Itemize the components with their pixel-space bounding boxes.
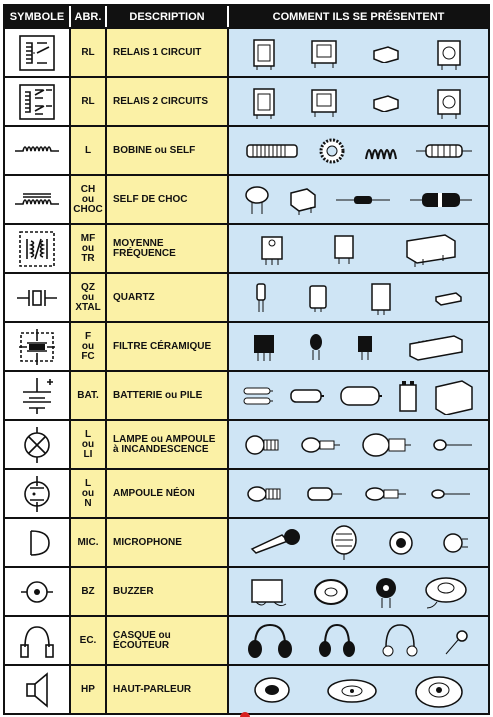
description-cell xyxy=(107,78,229,125)
description-cell xyxy=(107,127,229,174)
header-symbole: SYMBOLE xyxy=(5,6,71,27)
abbreviation-cell xyxy=(71,127,107,174)
abbreviation-cell xyxy=(71,519,107,566)
buzzer-ring-icon xyxy=(311,577,351,607)
description-label: MOYENNE FRÉQUENCE xyxy=(113,237,176,259)
neon-lamp-symbol-icon xyxy=(5,470,71,517)
component-pictures xyxy=(229,274,488,321)
table-header xyxy=(5,6,488,27)
headphones-large-icon xyxy=(245,621,295,661)
description-label: QUARTZ xyxy=(113,291,155,303)
radial-choke-icon xyxy=(243,185,271,215)
description-cell xyxy=(107,372,229,419)
description-cell xyxy=(107,617,229,664)
abbreviation-label: L ou LI xyxy=(81,428,95,460)
description-cell xyxy=(107,274,229,321)
abbreviation-cell xyxy=(71,323,107,370)
description-label: SELF DE CHOC xyxy=(113,193,188,205)
handheld-mic-icon xyxy=(248,527,302,559)
abbreviation-cell xyxy=(71,176,107,223)
bulb-wire-icon xyxy=(430,437,474,453)
abbreviation-label: CH ou CHOC xyxy=(73,183,103,215)
description-label: BOBINE ou SELF xyxy=(113,144,196,156)
d-cell-icon xyxy=(338,384,384,408)
capsule-mic-icon xyxy=(387,527,415,559)
description-label: LAMPE ou AMPOULE à INCANDESCENCE xyxy=(113,433,216,455)
relay-small-icon xyxy=(370,92,400,112)
buzzer-pcb-icon xyxy=(372,574,400,610)
abbreviation-label: L xyxy=(84,144,92,156)
speaker-medium-icon xyxy=(325,675,379,705)
description-cell xyxy=(107,421,229,468)
description-cell xyxy=(107,666,229,713)
table-row xyxy=(5,272,488,321)
aa-cells-icon xyxy=(241,385,275,407)
table-row xyxy=(5,125,488,174)
abbreviation-label: HP xyxy=(81,683,95,695)
relay-small-icon xyxy=(370,43,400,63)
earphone-icon xyxy=(442,626,472,656)
description-cell xyxy=(107,470,229,517)
description-cell xyxy=(107,568,229,615)
abbreviation-label: MIC. xyxy=(77,536,99,548)
header-abr: ABR. xyxy=(71,6,107,27)
component-pictures xyxy=(229,127,488,174)
description-label: RELAIS 1 CIRCUIT xyxy=(113,46,202,58)
relay-open-icon xyxy=(309,86,339,118)
speaker-small-icon xyxy=(252,674,292,706)
axial-choke-large-icon xyxy=(408,191,474,209)
description-cell xyxy=(107,225,229,272)
description-label: FILTRE CÉRAMIQUE xyxy=(113,340,212,352)
description-label: HAUT-PARLEUR xyxy=(113,683,192,695)
description-label: CASQUE ou ÉCOUTEUR xyxy=(113,629,171,651)
crystal-symbol-icon xyxy=(5,274,71,321)
lamp-symbol-icon xyxy=(5,421,71,468)
description-label: MICROPHONE xyxy=(113,536,182,548)
table-row xyxy=(5,223,488,272)
9v-battery-icon xyxy=(397,379,419,413)
neon-bulb-base-icon xyxy=(245,483,285,505)
abbreviation-label: BAT. xyxy=(77,389,99,401)
table-row xyxy=(5,615,488,664)
air-coil-icon xyxy=(362,137,398,165)
table-row xyxy=(5,664,488,713)
abbreviation-cell xyxy=(71,372,107,419)
abbreviation-cell xyxy=(71,421,107,468)
headphones-medium-icon xyxy=(315,621,359,661)
component-pictures xyxy=(229,568,488,615)
crystal-large-icon xyxy=(368,280,394,316)
relay-2-circuits-symbol-icon xyxy=(5,78,71,125)
component-pictures xyxy=(229,421,488,468)
component-pictures xyxy=(229,176,488,223)
table-row xyxy=(5,27,488,76)
if-can-small-icon xyxy=(331,232,357,266)
description-label: RELAIS 2 CIRCUITS xyxy=(113,95,209,107)
coil-symbol-icon xyxy=(5,127,71,174)
description-cell xyxy=(107,519,229,566)
microphone-symbol-icon xyxy=(5,519,71,566)
loudspeaker-symbol-icon xyxy=(5,666,71,713)
relay-box-icon xyxy=(251,85,277,119)
abbreviation-cell xyxy=(71,225,107,272)
description-label: BUZZER xyxy=(113,585,154,597)
block-choke-icon xyxy=(287,185,319,215)
bulb-large-icon xyxy=(360,431,414,459)
component-pictures xyxy=(229,470,488,517)
header-comment: COMMENT ILS SE PRÉSENTENT xyxy=(272,10,445,23)
table-row xyxy=(5,566,488,615)
description-cell xyxy=(107,323,229,370)
table-row xyxy=(5,76,488,125)
description-cell xyxy=(107,29,229,76)
description-cell xyxy=(107,176,229,223)
axial-inductor-icon xyxy=(414,141,474,161)
abbreviation-cell xyxy=(71,568,107,615)
speaker-large-icon xyxy=(413,670,465,710)
table-row xyxy=(5,517,488,566)
ceramic-filter-drop-icon xyxy=(308,332,324,362)
abbreviation-cell xyxy=(71,78,107,125)
flat-battery-icon xyxy=(432,377,476,415)
neon-bulb-small-icon xyxy=(363,485,409,503)
abbreviation-cell xyxy=(71,29,107,76)
abbreviation-label: RL xyxy=(81,46,95,58)
abbreviation-cell xyxy=(71,666,107,713)
ferrite-rod-coil-icon xyxy=(243,139,301,163)
crystal-hc49-icon xyxy=(254,282,268,314)
buzzer-piezo-icon xyxy=(421,574,471,610)
abbreviation-label: F ou FC xyxy=(81,330,95,362)
relay-open-icon xyxy=(309,37,339,69)
abbreviation-label: BZ xyxy=(81,585,95,597)
abbreviation-label: RL xyxy=(81,95,95,107)
battery-symbol-icon xyxy=(5,372,71,419)
relay-power-icon xyxy=(432,84,466,120)
abbreviation-label: L ou N xyxy=(81,477,95,509)
neon-bulb-tube-icon xyxy=(304,485,344,503)
abbreviation-label: QZ ou XTAL xyxy=(75,281,101,313)
table-row xyxy=(5,468,488,517)
neon-bulb-wire-icon xyxy=(428,487,472,501)
abbreviation-label: MF ou TR xyxy=(80,232,96,264)
headphone-symbol-icon xyxy=(5,617,71,664)
headphones-light-icon xyxy=(378,621,422,661)
if-module-icon xyxy=(403,231,459,267)
components-table xyxy=(3,4,490,715)
abbreviation-cell xyxy=(71,274,107,321)
page-mark-icon xyxy=(240,712,250,717)
crystal-flat-icon xyxy=(307,283,329,313)
abbreviation-cell xyxy=(71,470,107,517)
buzzer-symbol-icon xyxy=(5,568,71,615)
abbreviation-label: EC. xyxy=(79,634,97,646)
if-can-icon xyxy=(258,231,286,267)
table-row xyxy=(5,174,488,223)
relay-1-circuit-symbol-icon xyxy=(5,29,71,76)
abbreviation-cell xyxy=(71,617,107,664)
component-pictures xyxy=(229,372,488,419)
table-row xyxy=(5,321,488,370)
component-pictures xyxy=(229,617,488,664)
bulb-small-icon xyxy=(299,435,343,455)
ceramic-filter-sip-icon xyxy=(406,332,466,362)
ceramic-filter-black-icon xyxy=(251,332,277,362)
description-label: AMPOULE NÉON xyxy=(113,487,195,499)
bulb-e10-icon xyxy=(243,433,283,457)
axial-choke-small-icon xyxy=(334,193,392,207)
c-cell-icon xyxy=(288,387,326,405)
table-row xyxy=(5,370,488,419)
relay-power-icon xyxy=(432,35,466,71)
toroid-coil-icon xyxy=(317,136,347,166)
choke-symbol-icon xyxy=(5,176,71,223)
component-pictures xyxy=(229,323,488,370)
relay-box-icon xyxy=(251,36,277,70)
cb-mic-icon xyxy=(328,524,360,562)
component-pictures xyxy=(229,666,488,713)
if-transformer-symbol-icon xyxy=(5,225,71,272)
header-description: DESCRIPTION xyxy=(107,6,229,27)
ceramic-filter-symbol-icon xyxy=(5,323,71,370)
component-pictures xyxy=(229,78,488,125)
buzzer-rect-icon xyxy=(246,576,290,608)
electret-mic-icon xyxy=(441,529,469,557)
component-pictures xyxy=(229,29,488,76)
crystal-smd-icon xyxy=(433,289,463,307)
component-pictures xyxy=(229,519,488,566)
component-pictures xyxy=(229,225,488,272)
description-label: BATTERIE ou PILE xyxy=(113,389,203,401)
table-row xyxy=(5,419,488,468)
ceramic-filter-square-icon xyxy=(355,332,375,362)
